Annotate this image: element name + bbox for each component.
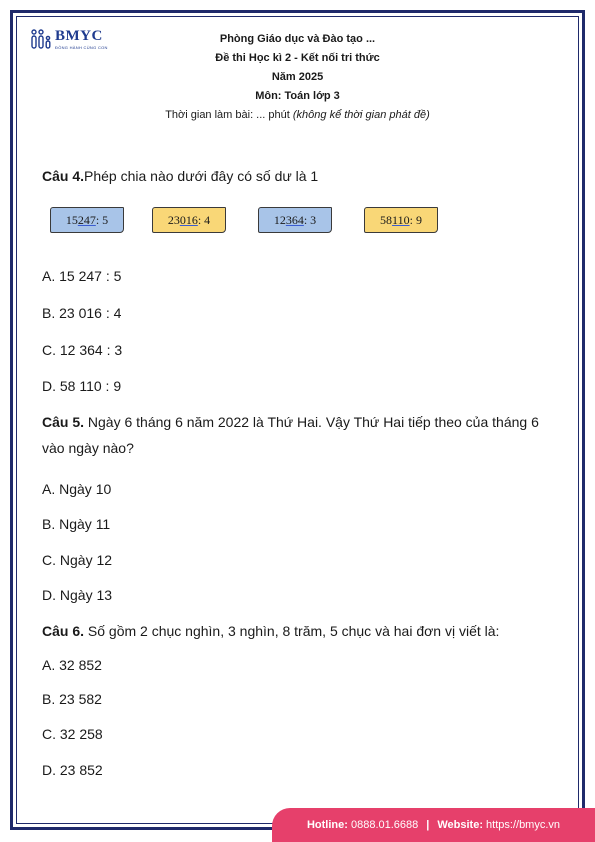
header-department: Phòng Giáo dục và Đào tạo ... — [219, 33, 376, 45]
division-card-2 — [152, 207, 226, 233]
question-4-label: Câu 4. — [42, 168, 85, 184]
header-subject: Môn: Toán lớp 3 — [255, 90, 340, 102]
question-5-text: Ngày 6 tháng 6 năm 2022 là Thứ Hai. Vậy Thứ Hai tiếp theo của tháng 6 vào ngày nào? — [42, 414, 539, 456]
division-card-4-post: : 9 — [409, 212, 422, 227]
question-5 — [42, 409, 547, 461]
division-card-2-pre: 23 — [167, 212, 180, 227]
question-6-option-d: D. 23 852 — [42, 762, 103, 778]
division-card-2-post: : 4 — [197, 212, 211, 227]
question-5-option-c: C. Ngày 12 — [42, 552, 113, 568]
division-card-3 — [258, 207, 332, 233]
division-card-1-underlined: 247 — [77, 212, 96, 227]
footer-contact-bar — [272, 808, 595, 842]
question-6-text: Số gồm 2 chục nghìn, 3 nghìn, 8 trăm, 5 chục và hai đơn vị viết là: — [84, 623, 500, 639]
question-4-option-b: B. 23 016 : 4 — [42, 305, 122, 321]
division-card-4-pre: 58 — [380, 212, 393, 227]
division-card-3-pre: 12 — [273, 212, 286, 227]
footer-website-link[interactable]: https://bmyc.vn — [486, 819, 561, 831]
footer-hotline[interactable]: 0888.01.6688 — [350, 819, 419, 831]
question-4-option-d: D. 58 110 : 9 — [42, 378, 122, 394]
question-4 — [42, 163, 318, 189]
question-5-option-b: B. Ngày 11 — [42, 516, 111, 532]
division-card-4 — [364, 207, 438, 233]
question-6 — [42, 618, 499, 644]
logo-tagline: ĐỒNG HÀNH CÙNG CON — [55, 45, 108, 50]
division-card-2-underlined: 016 — [179, 212, 198, 227]
question-5-label: Câu 5. — [42, 414, 85, 430]
logo-name: BMYC — [55, 28, 103, 44]
question-4-option-c: C. 12 364 : 3 — [42, 342, 123, 358]
footer-hotline-label: Hotline: — [306, 819, 348, 831]
division-card-1-post: : 5 — [95, 212, 109, 227]
question-6-option-a: A. 32 852 — [42, 657, 102, 673]
division-card-3-post: : 3 — [303, 212, 317, 227]
division-card-1-pre: 15 — [65, 212, 78, 227]
question-6-option-b: B. 23 582 — [42, 691, 102, 707]
header-time — [0, 106, 595, 125]
header-time-note: (không kể thời gian phát đề) — [292, 109, 430, 121]
question-5-option-d: D. Ngày 13 — [42, 587, 113, 603]
division-card-1 — [50, 207, 124, 233]
question-6-label: Câu 6. — [42, 623, 85, 639]
division-cards — [48, 207, 448, 239]
header-exam-title: Đề thi Học kì 2 - Kết nối tri thức — [215, 52, 380, 64]
header-year: Năm 2025 — [271, 71, 324, 83]
footer-website-label: Website: — [437, 819, 483, 831]
question-4-option-a: A. 15 247 : 5 — [42, 268, 122, 284]
question-6-option-c: C. 32 258 — [42, 726, 103, 742]
header-time-label: Thời gian làm bài: ... phút — [165, 109, 293, 121]
question-5-option-a: A. Ngày 10 — [42, 481, 112, 497]
division-card-4-underlined: 110 — [392, 212, 410, 227]
exam-header — [0, 30, 595, 125]
division-card-3-underlined: 364 — [285, 212, 304, 227]
question-4-text: Phép chia nào dưới đây có số dư là 1 — [84, 168, 319, 184]
footer-separator: | — [426, 819, 430, 831]
